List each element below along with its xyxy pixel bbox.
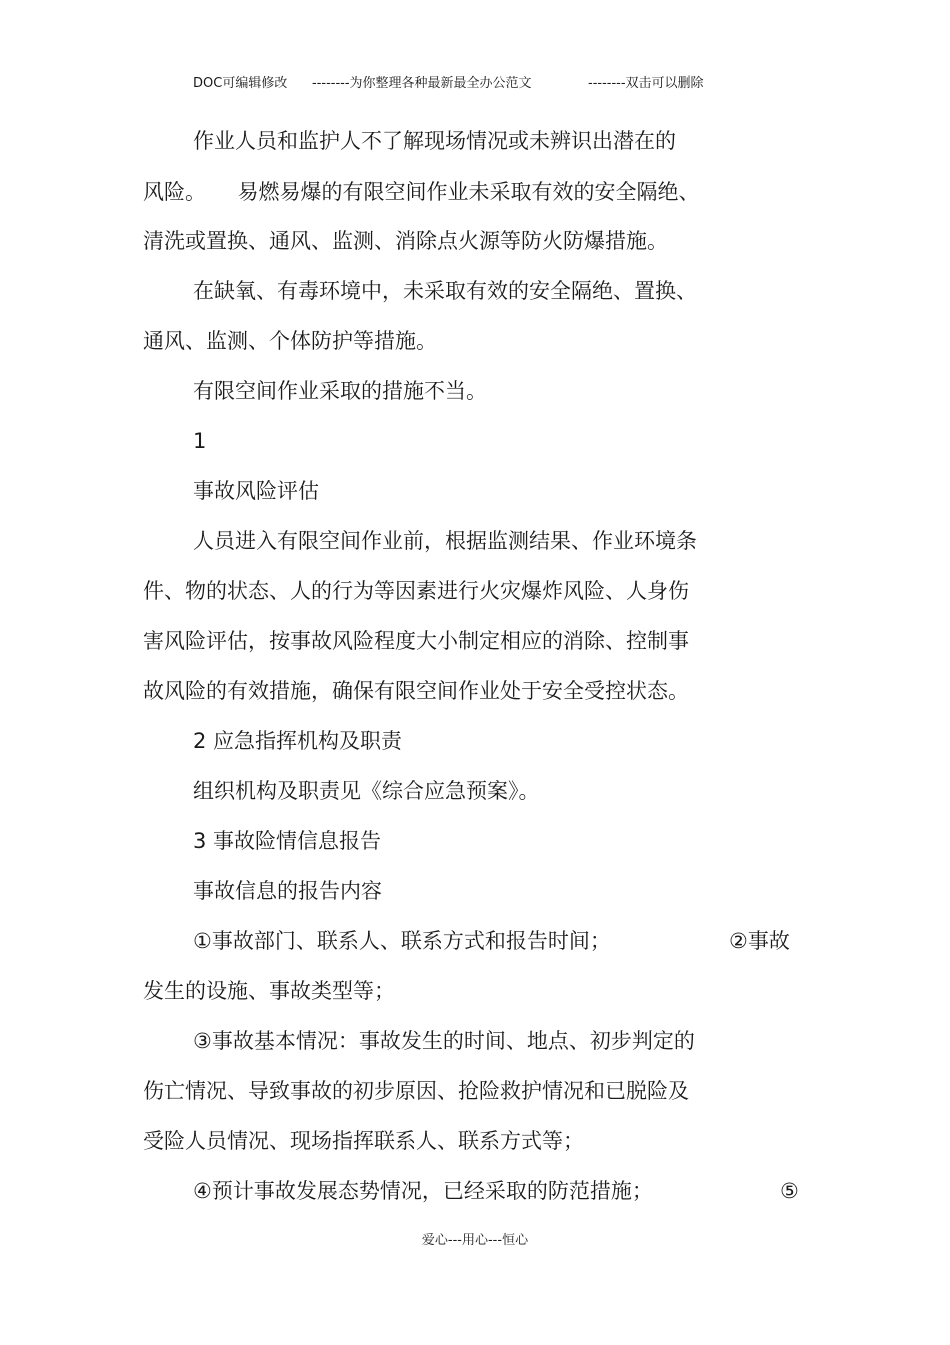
- section-heading: 2 应急指挥机构及职责: [193, 729, 403, 753]
- list-item: ④预计事故发展态势情况，已经采取的防范措施；: [193, 1179, 653, 1203]
- body-line: 清洗或置换、通风、监测、消除点火源等防火防爆措施。: [143, 229, 668, 253]
- page-footer: 爱心---用心---恒心: [421, 1233, 529, 1248]
- body-line: 人员进入有限空间作业前，根据监测结果、作业环境条: [193, 529, 697, 553]
- header-left-text: DOC可编辑修改: [193, 76, 288, 91]
- body-line: 组织机构及职责见《综合应急预案》。: [193, 779, 540, 803]
- body-line: 在缺氧、有毒环境中，未采取有效的安全隔绝、置换、: [193, 279, 697, 303]
- body-line: 伤亡情况、导致事故的初步原因、抢险救护情况和已脱险及: [143, 1079, 689, 1103]
- body-line: 故风险的有效措施，确保有限空间作业处于安全受控状态。: [143, 679, 689, 703]
- body-line: 事故信息的报告内容: [193, 879, 382, 903]
- header-right-text: --------双击可以删除: [588, 76, 704, 91]
- body-line: 通风、监测、个体防护等措施。: [143, 329, 437, 353]
- body-line: 有限空间作业采取的措施不当。: [193, 379, 487, 403]
- section-number: 1: [193, 429, 207, 453]
- page-header: [0, 72, 950, 92]
- section-heading: 3 事故险情信息报告: [193, 829, 382, 853]
- list-item: ③事故基本情况：事故发生的时间、地点、初步判定的: [193, 1029, 695, 1053]
- list-item: ⑤: [780, 1179, 799, 1203]
- body-line: 受险人员情况、现场指挥联系人、联系方式等；: [143, 1129, 584, 1153]
- list-item: ②事故: [729, 929, 790, 953]
- body-line: 发生的设施、事故类型等；: [143, 979, 395, 1003]
- body-line: 害风险评估，按事故风险程度大小制定相应的消除、控制事: [143, 629, 689, 653]
- section-heading: 事故风险评估: [193, 479, 319, 503]
- body-line: 件、物的状态、人的行为等因素进行火灾爆炸风险、人身伤: [143, 579, 689, 603]
- list-item: ①事故部门、联系人、联系方式和报告时间；: [193, 929, 611, 953]
- body-line: 作业人员和监护人不了解现场情况或未辨识出潜在的: [193, 129, 676, 153]
- header-middle-text: --------为你整理各种最新最全办公范文: [312, 76, 532, 91]
- body-line: 风险。 易燃易爆的有限空间作业未采取有效的安全隔绝、: [143, 180, 700, 204]
